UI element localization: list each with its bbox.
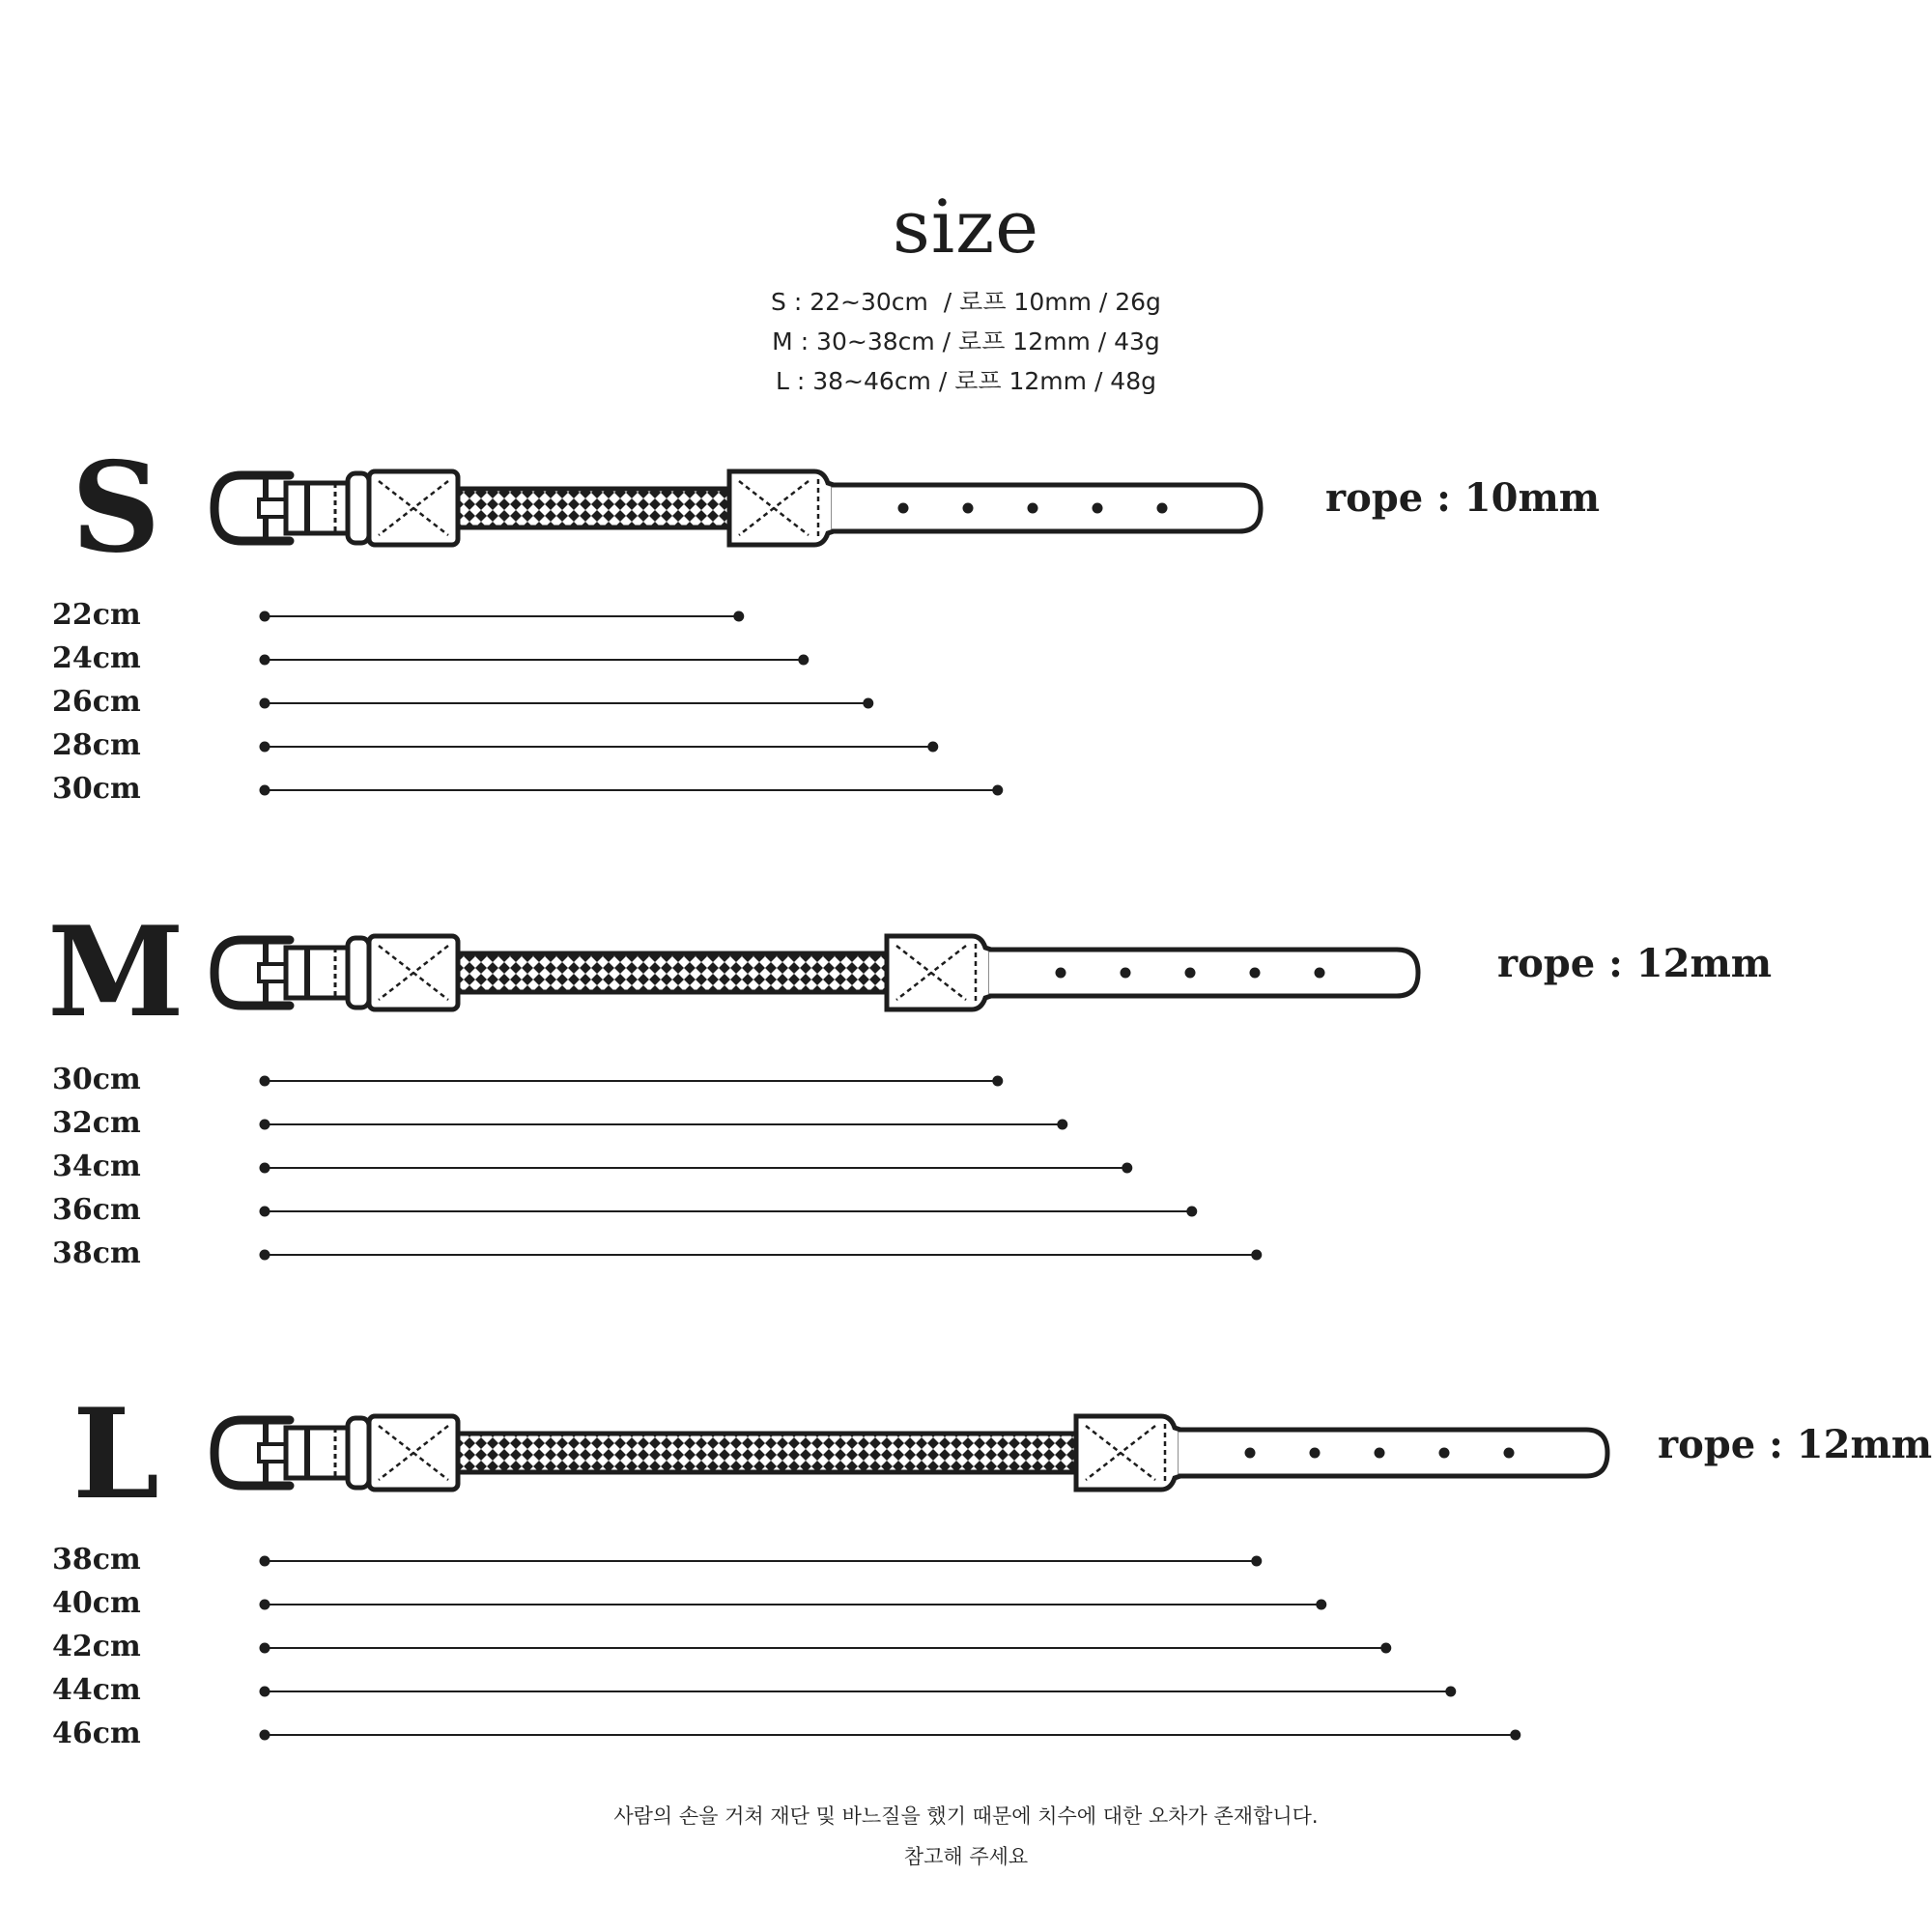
length-line-end-dot <box>798 655 809 666</box>
length-line-start-dot <box>260 785 270 796</box>
length-line-start-dot <box>260 1556 270 1567</box>
length-line-end-dot <box>927 742 938 753</box>
length-label: 28cm <box>52 728 141 762</box>
length-label: 24cm <box>52 641 141 675</box>
length-label: 44cm <box>52 1673 141 1707</box>
length-line-end-dot <box>1316 1600 1326 1610</box>
length-line-end-dot <box>733 611 744 622</box>
length-line-start-dot <box>260 1207 270 1217</box>
rope-label-l: rope : 12mm <box>1658 1422 1932 1467</box>
length-line-end-dot <box>1445 1687 1456 1697</box>
length-line-end-dot <box>1057 1120 1067 1130</box>
note-line-1: 사람의 손을 거쳐 재단 및 바느질을 했기 때문에 치수에 대한 오차가 존재합니다. <box>613 1804 1319 1828</box>
length-label: 36cm <box>52 1193 141 1227</box>
size-letter-s: S <box>71 436 161 581</box>
length-line-start-dot <box>260 1120 270 1130</box>
length-label: 26cm <box>52 685 141 719</box>
length-line-end-dot <box>1510 1730 1520 1741</box>
spec-line-s: S : 22~30cm / 로프 10mm / 26g <box>771 288 1161 316</box>
length-label: 32cm <box>52 1106 141 1140</box>
length-line-start-dot <box>260 611 270 622</box>
length-line-end-dot <box>1122 1163 1132 1174</box>
rope-label-s: rope : 10mm <box>1325 475 1601 521</box>
length-line-start-dot <box>260 1730 270 1741</box>
length-label: 30cm <box>52 1063 141 1096</box>
length-label: 46cm <box>52 1717 141 1750</box>
length-label: 40cm <box>52 1586 141 1620</box>
length-line-end-dot <box>1251 1556 1262 1567</box>
length-line-end-dot <box>1186 1207 1197 1217</box>
length-line-end-dot <box>863 698 873 709</box>
length-label: 22cm <box>52 598 141 632</box>
length-line-start-dot <box>260 655 270 666</box>
length-line-start-dot <box>260 698 270 709</box>
rope-label-m: rope : 12mm <box>1497 941 1773 986</box>
length-line-start-dot <box>260 1600 270 1610</box>
length-line-start-dot <box>260 1163 270 1174</box>
length-line-end-dot <box>992 785 1003 796</box>
size-letter-m: M <box>47 900 185 1045</box>
length-line-start-dot <box>260 1643 270 1654</box>
length-line-start-dot <box>260 1076 270 1087</box>
note-line-2: 참고해 주세요 <box>903 1845 1029 1868</box>
spec-line-m: M : 30~38cm / 로프 12mm / 43g <box>772 327 1160 355</box>
page-title: size <box>892 184 1040 270</box>
length-label: 38cm <box>52 1236 141 1270</box>
length-line-start-dot <box>260 1250 270 1261</box>
length-line-end-dot <box>1380 1643 1391 1654</box>
length-label: 30cm <box>52 772 141 806</box>
length-label: 38cm <box>52 1543 141 1577</box>
length-line-start-dot <box>260 1687 270 1697</box>
length-label: 34cm <box>52 1150 141 1183</box>
spec-line-l: L : 38~46cm / 로프 12mm / 48g <box>776 367 1156 395</box>
length-line-start-dot <box>260 742 270 753</box>
length-line-end-dot <box>1251 1250 1262 1261</box>
size-letter-l: L <box>72 1382 159 1527</box>
length-line-end-dot <box>992 1076 1003 1087</box>
length-label: 42cm <box>52 1630 141 1663</box>
